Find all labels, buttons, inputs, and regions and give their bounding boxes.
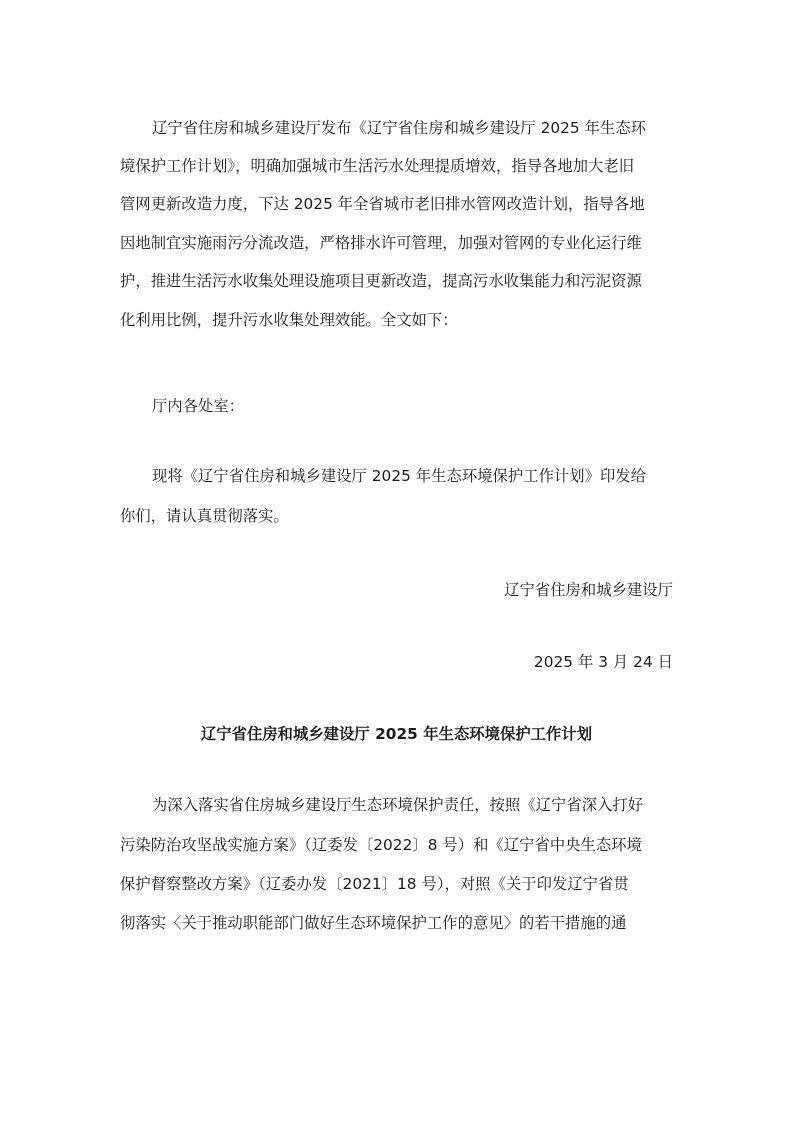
signature-date: 2025 年 3 月 24 日 bbox=[533, 653, 673, 671]
salutation: 厅内各处室： bbox=[152, 397, 245, 415]
signature-issuer: 辽宁省住房和城乡建设厅 bbox=[504, 581, 673, 599]
plan-line-3: 保护督察整改方案》（辽委办发〔2021〕18 号），对照《关于印发辽宁省贯 bbox=[120, 875, 629, 893]
plan-line-2: 污染防治攻坚战实施方案》（辽委发〔2022〕8 号）和《辽宁省中央生态环境 bbox=[120, 836, 642, 854]
notice-line-1: 现将《辽宁省住房和城乡建设厅 2025 年生态环境保护工作计划》印发给 bbox=[152, 467, 647, 485]
intro-line-5: 护，推进生活污水收集处理设施项目更新改造，提高污水收集能力和污泥资源 bbox=[120, 272, 642, 290]
notice-line-2: 你们，请认真贯彻落实。 bbox=[120, 507, 289, 525]
plan-title: 辽宁省住房和城乡建设厅 2025 年生态环境保护工作计划 bbox=[200, 725, 593, 743]
intro-line-4: 因地制宜实施雨污分流改造，严格排水许可管理，加强对管网的专业化运行维 bbox=[120, 234, 642, 252]
intro-line-2: 境保护工作计划》，明确加强城市生活污水处理提质增效，指导各地加大老旧 bbox=[120, 157, 635, 175]
plan-line-1: 为深入落实省住房城乡建设厅生态环境保护责任，按照《辽宁省深入打好 bbox=[152, 796, 644, 814]
intro-line-6: 化利用比例，提升污水收集处理效能。全文如下： bbox=[120, 311, 458, 329]
plan-line-4: 彻落实〈关于推动职能部门做好生态环境保护工作的意见〉的若干措施的通 bbox=[120, 914, 627, 932]
intro-line-1: 辽宁省住房和城乡建设厅发布《辽宁省住房和城乡建设厅 2025 年生态环 bbox=[152, 119, 647, 137]
intro-line-3: 管网更新改造力度，下达 2025 年全省城市老旧排水管网改造计划，指导各地 bbox=[120, 195, 645, 213]
